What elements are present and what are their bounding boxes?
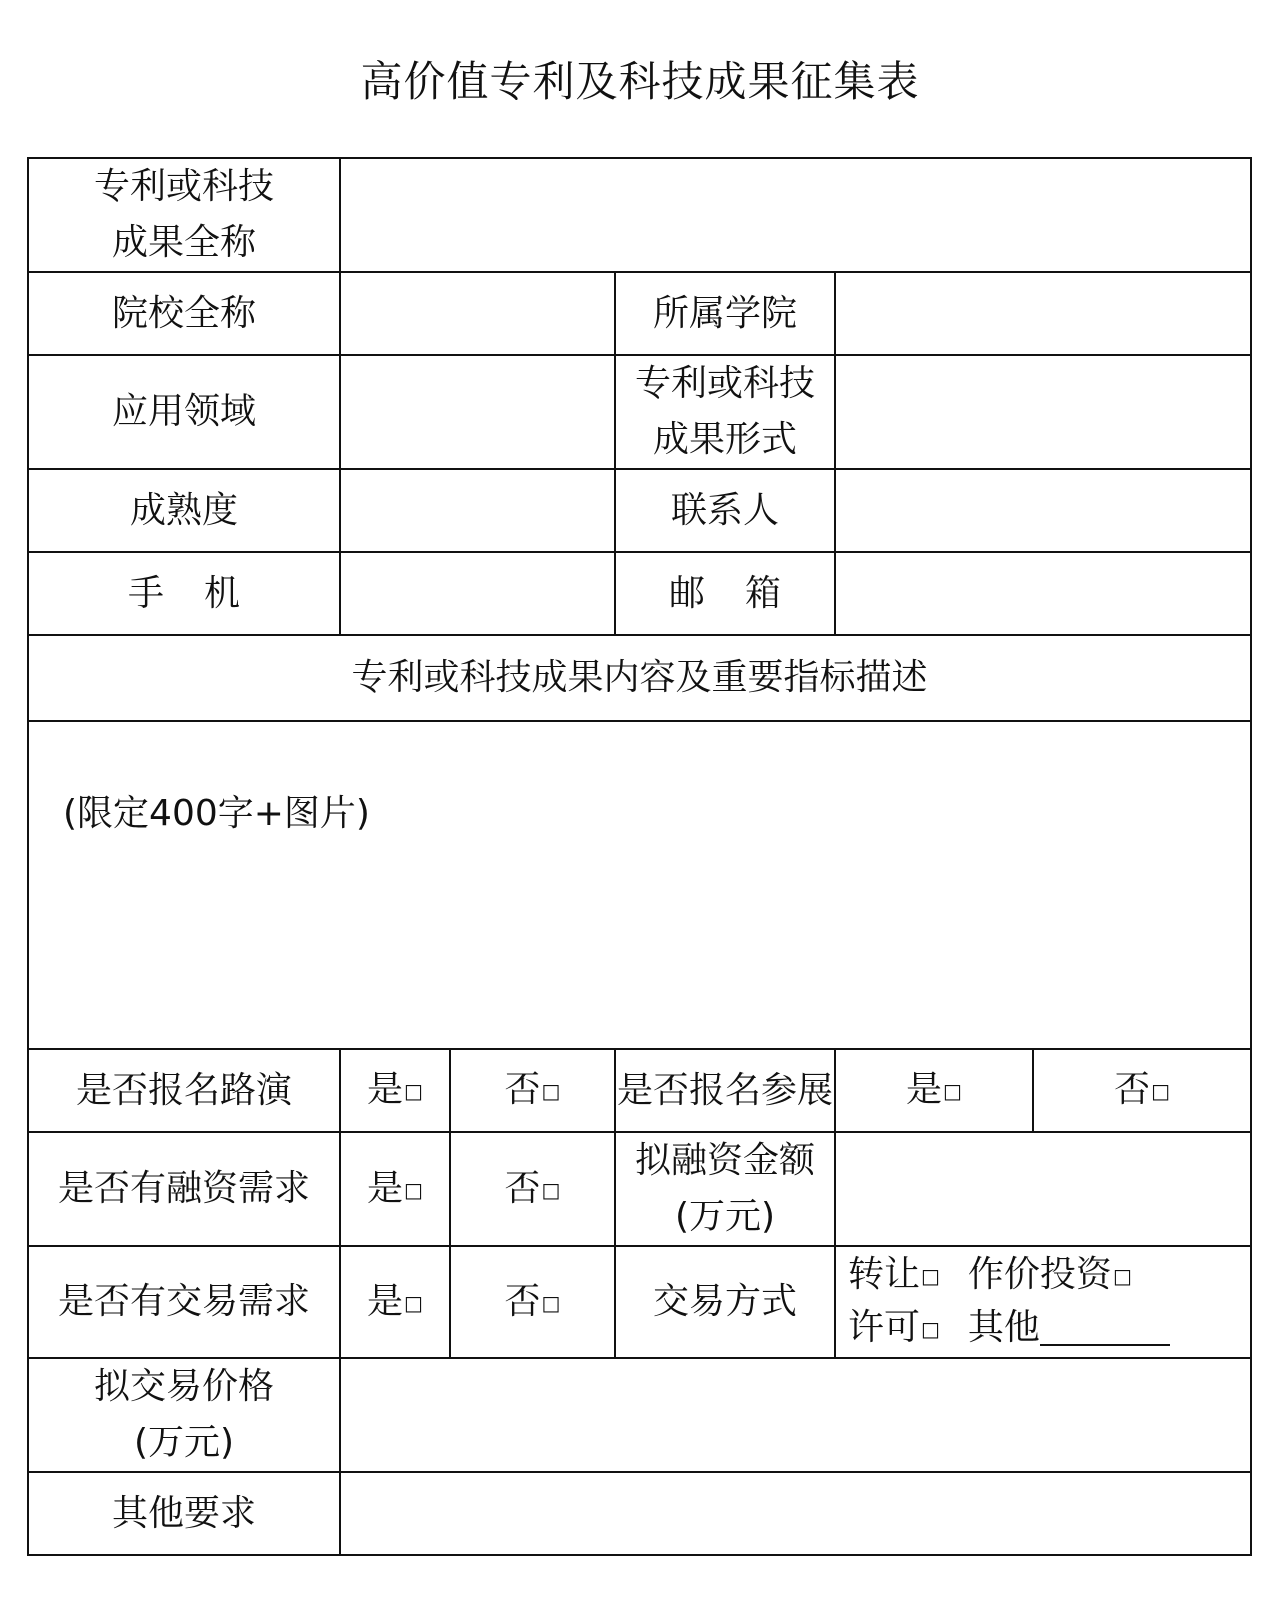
option-other-fill-line[interactable] [1040, 1308, 1170, 1346]
row-field [28, 355, 1251, 469]
trade-options-line2 [848, 1302, 1250, 1355]
desc-header: 专利或科技成果内容及重要指标描述 [28, 635, 1251, 721]
exhibit-no-label: 否 [1114, 1069, 1151, 1110]
trade-yes-checkbox[interactable]: □ [404, 1290, 423, 1315]
label-phone-char1: 手 [127, 572, 164, 614]
option-invest-label: 作价投资 [967, 1254, 1112, 1295]
trade-options-line1 [848, 1249, 1250, 1302]
label-application-field: 应用领域 [28, 355, 340, 469]
roadshow-no-label: 否 [504, 1069, 541, 1110]
label-financing-amount [615, 1132, 835, 1246]
row-maturity [28, 469, 1251, 552]
label-email-char2: 箱 [745, 572, 782, 614]
label-exhibit: 是否报名参展 [615, 1049, 835, 1132]
financing-yes-label: 是 [367, 1167, 404, 1209]
row-phone [28, 552, 1251, 635]
option-transfer-label: 转让 [848, 1254, 921, 1295]
option-other-label: 其他 [967, 1307, 1040, 1348]
field-description[interactable] [28, 721, 1251, 1049]
label-financing-amount-line1: 拟融资金额 [634, 1140, 815, 1181]
financing-yes-checkbox[interactable]: □ [404, 1177, 423, 1202]
field-trade-price[interactable] [340, 1358, 1251, 1472]
option-license-checkbox[interactable]: □ [921, 1317, 940, 1341]
row-trade-price [28, 1358, 1251, 1472]
label-contact: 联系人 [615, 469, 835, 552]
roadshow-yes-label: 是 [367, 1069, 404, 1110]
label-full-name [28, 158, 340, 272]
label-maturity: 成熟度 [28, 469, 340, 552]
option-license[interactable] [848, 1302, 940, 1355]
label-result-form-line2: 成果形式 [652, 419, 797, 460]
label-college: 所属学院 [615, 272, 835, 355]
field-contact[interactable] [835, 469, 1251, 552]
financing-no-label: 否 [504, 1167, 541, 1209]
trade-yes-option[interactable] [340, 1246, 450, 1358]
collection-form-table [27, 157, 1252, 1556]
option-license-label: 许可 [848, 1307, 921, 1348]
field-college[interactable] [835, 272, 1251, 355]
label-trade-price [28, 1358, 340, 1472]
row-full-name [28, 158, 1251, 272]
label-phone-char2: 机 [204, 572, 241, 614]
field-application-field[interactable] [340, 355, 615, 469]
field-full-name[interactable] [340, 158, 1251, 272]
field-email[interactable] [835, 552, 1251, 635]
label-email-char1: 邮 [668, 572, 705, 614]
label-trade: 是否有交易需求 [28, 1246, 340, 1358]
row-financing [28, 1132, 1251, 1246]
trade-method-options [835, 1246, 1251, 1358]
field-phone[interactable] [340, 552, 615, 635]
exhibit-yes-label: 是 [906, 1069, 943, 1110]
roadshow-no-option[interactable] [450, 1049, 615, 1132]
field-school[interactable] [340, 272, 615, 355]
option-transfer-checkbox[interactable]: □ [921, 1264, 940, 1288]
row-other-requirements [28, 1472, 1251, 1555]
roadshow-yes-option[interactable] [340, 1049, 450, 1132]
row-desc-body [28, 721, 1251, 1049]
row-school [28, 272, 1251, 355]
field-other-requirements[interactable] [340, 1472, 1251, 1555]
label-trade-price-line2: (万元) [133, 1422, 235, 1463]
financing-no-checkbox[interactable]: □ [541, 1177, 561, 1202]
field-result-form[interactable] [835, 355, 1251, 469]
option-transfer[interactable] [848, 1249, 940, 1302]
trade-no-checkbox[interactable]: □ [541, 1290, 561, 1315]
trade-no-option[interactable] [450, 1246, 615, 1358]
label-email [615, 552, 835, 635]
option-other[interactable] [968, 1302, 1170, 1354]
option-invest-checkbox[interactable]: □ [1112, 1264, 1132, 1288]
label-other-requirements: 其他要求 [28, 1472, 340, 1555]
financing-no-option[interactable] [450, 1132, 615, 1246]
label-full-name-line1: 专利或科技 [93, 166, 274, 207]
trade-yes-label: 是 [367, 1280, 404, 1322]
exhibit-yes-option[interactable] [835, 1049, 1033, 1132]
row-desc-header [28, 635, 1251, 721]
label-school: 院校全称 [28, 272, 340, 355]
financing-yes-option[interactable] [340, 1132, 450, 1246]
label-result-form-line1: 专利或科技 [634, 363, 815, 404]
field-maturity[interactable] [340, 469, 615, 552]
label-phone [28, 552, 340, 635]
label-full-name-line2: 成果全称 [111, 222, 256, 263]
label-financing-amount-line2: (万元) [674, 1196, 776, 1237]
option-invest[interactable] [968, 1249, 1132, 1302]
roadshow-yes-checkbox[interactable]: □ [404, 1079, 423, 1103]
row-roadshow [28, 1049, 1251, 1132]
form-title: 高价值专利及科技成果征集表 [360, 57, 920, 106]
label-result-form [615, 355, 835, 469]
exhibit-no-checkbox[interactable]: □ [1151, 1079, 1170, 1103]
row-trade [28, 1246, 1251, 1358]
label-roadshow: 是否报名路演 [28, 1049, 340, 1132]
label-trade-method: 交易方式 [615, 1246, 835, 1358]
exhibit-no-option[interactable] [1033, 1049, 1251, 1132]
roadshow-no-checkbox[interactable]: □ [541, 1079, 561, 1103]
field-financing-amount[interactable] [835, 1132, 1251, 1246]
label-trade-price-line1: 拟交易价格 [93, 1366, 274, 1407]
exhibit-yes-checkbox[interactable]: □ [943, 1079, 962, 1103]
trade-no-label: 否 [504, 1280, 541, 1322]
desc-hint: (限定400字+图片) [63, 793, 370, 834]
label-financing: 是否有融资需求 [28, 1132, 340, 1246]
